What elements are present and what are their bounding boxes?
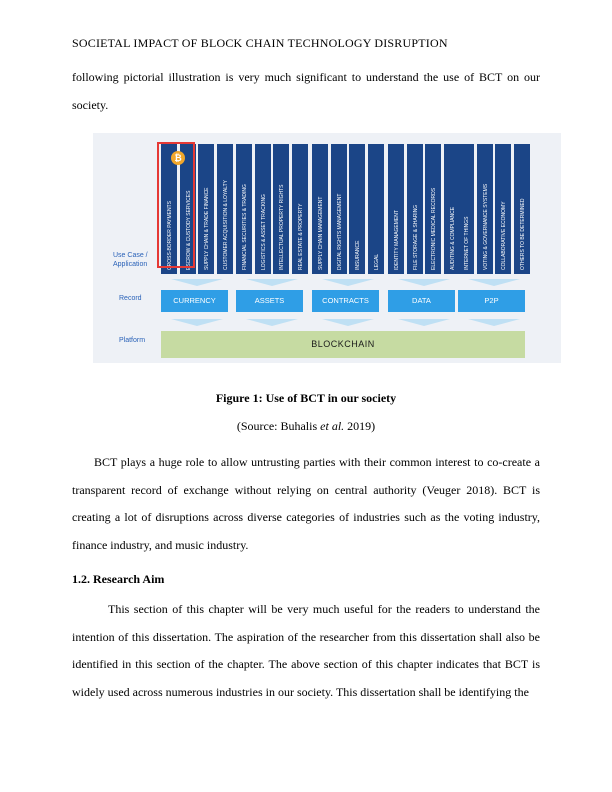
- use-case-label-text: REAL ESTATE & PROPERTY: [297, 203, 304, 270]
- use-case-column: [349, 144, 365, 274]
- use-case-column: [255, 144, 271, 274]
- use-case-label-text: IDENTITY MANAGEMENT: [394, 210, 400, 270]
- use-case-column: [217, 144, 233, 274]
- use-case-column: [368, 144, 384, 274]
- use-case-label-text: SUPPLY CHAIN & TRADE FINANCE: [204, 187, 210, 270]
- use-case-label-text: VOTING & GOVERNANCE SYSTEMS: [482, 183, 489, 270]
- record-box: CONTRACTS: [312, 290, 379, 312]
- down-arrow-icon: [322, 279, 374, 286]
- use-case-label-text: FILE STORAGE & SHARING: [412, 204, 419, 270]
- use-case-label-text: INTERNET OF THINGS: [464, 216, 470, 270]
- down-arrow-icon: [468, 279, 520, 286]
- bct-use-figure: [93, 133, 561, 363]
- bitcoin-icon: ₿: [171, 151, 185, 165]
- record-box: ASSETS: [236, 290, 303, 312]
- section-number: 1.2.: [72, 572, 90, 586]
- use-case-column: [388, 144, 404, 274]
- down-arrow-icon: [398, 319, 450, 326]
- use-case-column: [312, 144, 328, 274]
- down-arrow-icon: [246, 319, 298, 326]
- use-case-column: [514, 144, 530, 274]
- use-case-label-text: ELECTRONIC MEDICAL RECORDS: [431, 187, 437, 270]
- use-case-label-text: CUSTOMER ACQUISITION & LOYALTY: [222, 179, 229, 270]
- down-arrow-icon: [246, 279, 298, 286]
- down-arrow-icon: [171, 279, 223, 286]
- record-box: DATA: [388, 290, 455, 312]
- use-case-label-text: FINANCIAL SECURITIES & TRADING: [242, 184, 248, 270]
- use-case-label-text: CROSS-BORDER PAYMENTS: [167, 201, 173, 270]
- down-arrow-icon: [468, 319, 520, 326]
- use-case-column: [273, 144, 289, 274]
- body-paragraph-3: This section of this chapter will be very much useful for the readers to understand the intention of this dissertation. The aspiration of the researcher from this dissertation shall also be identified in this section of the chapter. The above section of this chapter indicates that BCT is widely used across numerous industries in our society. This dissertation shall be identifying the: [72, 602, 540, 699]
- use-case-label-text: LEGAL: [373, 253, 380, 270]
- source-etal: et al.: [320, 419, 345, 433]
- use-case-label: Use Case / Application: [113, 252, 148, 268]
- record-label: Record: [119, 295, 142, 302]
- use-case-column: [236, 144, 252, 274]
- use-case-label-text: DIGITAL RIGHTS MANAGEMENT: [336, 193, 343, 270]
- record-box: CURRENCY: [161, 290, 228, 312]
- use-case-label-text: LOGISTICS & ASSET TRACKING: [260, 194, 267, 270]
- use-case-label-text: ESCROW & CUSTODY SERVICES: [185, 190, 192, 270]
- running-header: SOCIETAL IMPACT OF BLOCK CHAIN TECHNOLOGY DISRUPTION: [72, 36, 448, 50]
- down-arrow-icon: [322, 319, 374, 326]
- use-case-label-text: SUPPLY CHAIN MANAGEMENT: [318, 196, 324, 270]
- use-case-column: [458, 144, 474, 274]
- use-case-column: [198, 144, 214, 274]
- section-title: Research Aim: [93, 572, 165, 586]
- down-arrow-icon: [398, 279, 450, 286]
- use-case-column: [425, 144, 441, 274]
- use-case-column: [407, 144, 423, 274]
- down-arrow-icon: [171, 319, 223, 326]
- section-heading: [72, 572, 164, 587]
- use-case-column: [292, 144, 308, 274]
- intro-paragraph: following pictorial illustration is very much significant to understand the use of BCT on our society.: [72, 70, 540, 112]
- blockchain-platform: BLOCKCHAIN: [161, 331, 525, 358]
- figure-source: [72, 419, 540, 434]
- use-case-label-text: INTELLECTUAL PROPERTY RIGHTS: [279, 184, 285, 270]
- use-case-label-text: AUDITING & COMPLIANCE: [449, 206, 456, 270]
- figure-caption: Figure 1: Use of BCT in our society: [215, 391, 397, 405]
- use-case-label-text: INSURANCE: [355, 240, 361, 270]
- use-case-column: [495, 144, 511, 274]
- source-suffix: 2019): [344, 419, 376, 433]
- use-case-column: [331, 144, 347, 274]
- use-case-label-text: OTHERS TO BE DETERMINED: [519, 198, 526, 270]
- source-prefix: (Source: Buhalis: [236, 419, 321, 433]
- body-paragraph-2: BCT plays a huge role to allow untrusting parties with their common interest to co-create a transparent record of exchange without relying on central authority (Veuger 2018). BCT is creating a lot of disruptions across diverse categories of industries such as the voting industry, finance industry, and music industry.: [72, 455, 540, 552]
- use-case-label-text: COLLABORATIVE ECONOMY: [501, 201, 507, 270]
- platform-label: Platform: [119, 337, 146, 344]
- record-box: P2P: [458, 290, 525, 312]
- use-case-column: [477, 144, 493, 274]
